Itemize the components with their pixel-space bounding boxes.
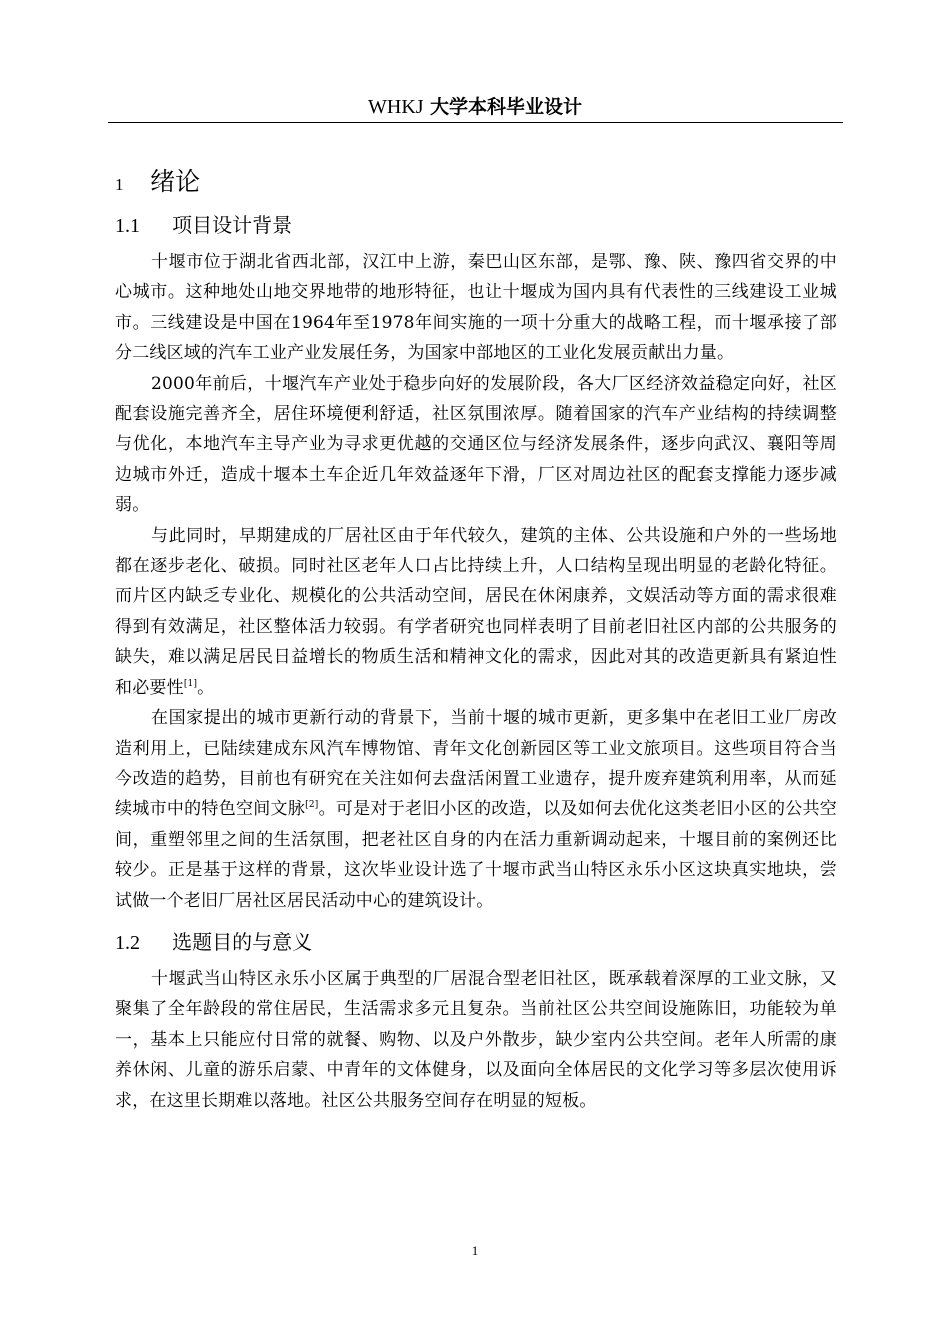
- chapter-title: 绪论: [150, 167, 201, 196]
- paragraph: [115, 247, 837, 369]
- paragraph: [115, 521, 837, 703]
- header-latin: WHKJ: [368, 96, 424, 118]
- paragraph-text: 十堰市位于湖北省西北部，汉江中上游，秦巴山区东部，是鄂、豫、陕、豫四省交界的中心城市。这种地处山地交界地带的地形特征，也让十堰成为国内具有代表性的三线建设工业城市。三线建设是中国在1964年至1978年间实施的一项十分重大的战略工程，而十堰承接了部分二线区域的汽车工业产业发展任务，为国家中部地区的工业化发展贡献出力量。: [115, 252, 837, 364]
- section-number: 1.2: [115, 931, 140, 954]
- chapter-number: 1: [115, 175, 124, 194]
- page-content: [115, 161, 837, 1116]
- section-heading-1-2: [115, 924, 837, 960]
- header-title: 大学本科毕业设计: [429, 96, 582, 118]
- section-title: 选题目的与意义: [172, 929, 313, 954]
- paragraph: [115, 964, 837, 1116]
- section-heading-1-1: [115, 207, 837, 243]
- page-number: 1: [471, 1243, 479, 1258]
- citation-ref: [2]: [305, 800, 319, 811]
- citation-ref: [1]: [183, 678, 198, 689]
- section-title: 项目设计背景: [172, 213, 293, 237]
- chapter-heading: [115, 161, 837, 203]
- section-number: 1.1: [115, 215, 140, 237]
- paragraph: [115, 703, 837, 916]
- header-rule: [108, 122, 843, 123]
- page-header: [108, 92, 842, 121]
- paragraph-text-tail: 。: [197, 677, 215, 698]
- paragraph-text: 与此同时，早期建成的厂居社区由于年代较久，建筑的主体、公共设施和户外的一些场地都在逐步老化、破损。同时社区老年人口占比持续上升，人口结构呈现出明显的老龄化特征。而片区内缺乏专业化、规模化的公共活动空间，居民在休闲康养，文娱活动等方面的需求很难得到有效满足，社区整体活力较弱。有学者研究也同样表明了目前老旧社区内部的公共服务的缺失，难以满足居民日益增长的物质生活和精神文化的需求，因此对其的改造更新具有紧迫性和必要性: [115, 525, 837, 698]
- paragraph-text-tail: 。可是对于老旧小区的改造，以及如何去优化这类老旧小区的公共空间，重塑邻里之间的生活氛围，把老社区自身的内在活力重新调动起来，十堰目前的案例还比较少。正是基于这样的背景，这次毕业设计选了十堰市武当山特区永乐小区这块真实地块，尝试做一个老旧厂居社区居民活动中心的建筑设计。: [115, 799, 837, 911]
- paragraph: [115, 369, 837, 521]
- paragraph-text: 在国家提出的城市更新行动的背景下，当前十堰的城市更新，更多集中在老旧工业厂房改造利用上，已陆续建成东风汽车博物馆、青年文化创新园区等工业文旅项目。这些项目符合当今改造的趋势，目前也有研究在关注如何去盘活闲置工业遗存，提升废弃建筑利用率，从而延续城市中的特色空间文脉: [115, 708, 837, 820]
- paragraph-text: 2000年前后，十堰汽车产业处于稳步向好的发展阶段，各大厂区经济效益稳定向好，社区配套设施完善齐全，居住环境便利舒适，社区氛围浓厚。随着国家的汽车产业结构的持续调整与优化，本地汽车主导产业为寻求更优越的交通区位与经济发展条件，逐步向武汉、襄阳等周边城市外迁，造成十堰本土车企近几年效益逐年下滑，厂区对周边社区的配套支撑能力逐步减弱。: [115, 373, 837, 516]
- paragraph-text: 十堰武当山特区永乐小区属于典型的厂居混合型老旧社区，既承载着深厚的工业文脉，又聚集了全年龄段的常住居民，生活需求多元且复杂。当前社区公共空间设施陈旧，功能较为单一，基本上只能应付日常的就餐、购物、以及户外散步，缺少室内公共空间。老年人所需的康养休闲、儿童的游乐启蒙、中青年的文体健身，以及面向全体居民的文化学习等多层次使用诉求，在这里长期难以落地。社区公共服务空间存在明显的短板。: [115, 968, 837, 1111]
